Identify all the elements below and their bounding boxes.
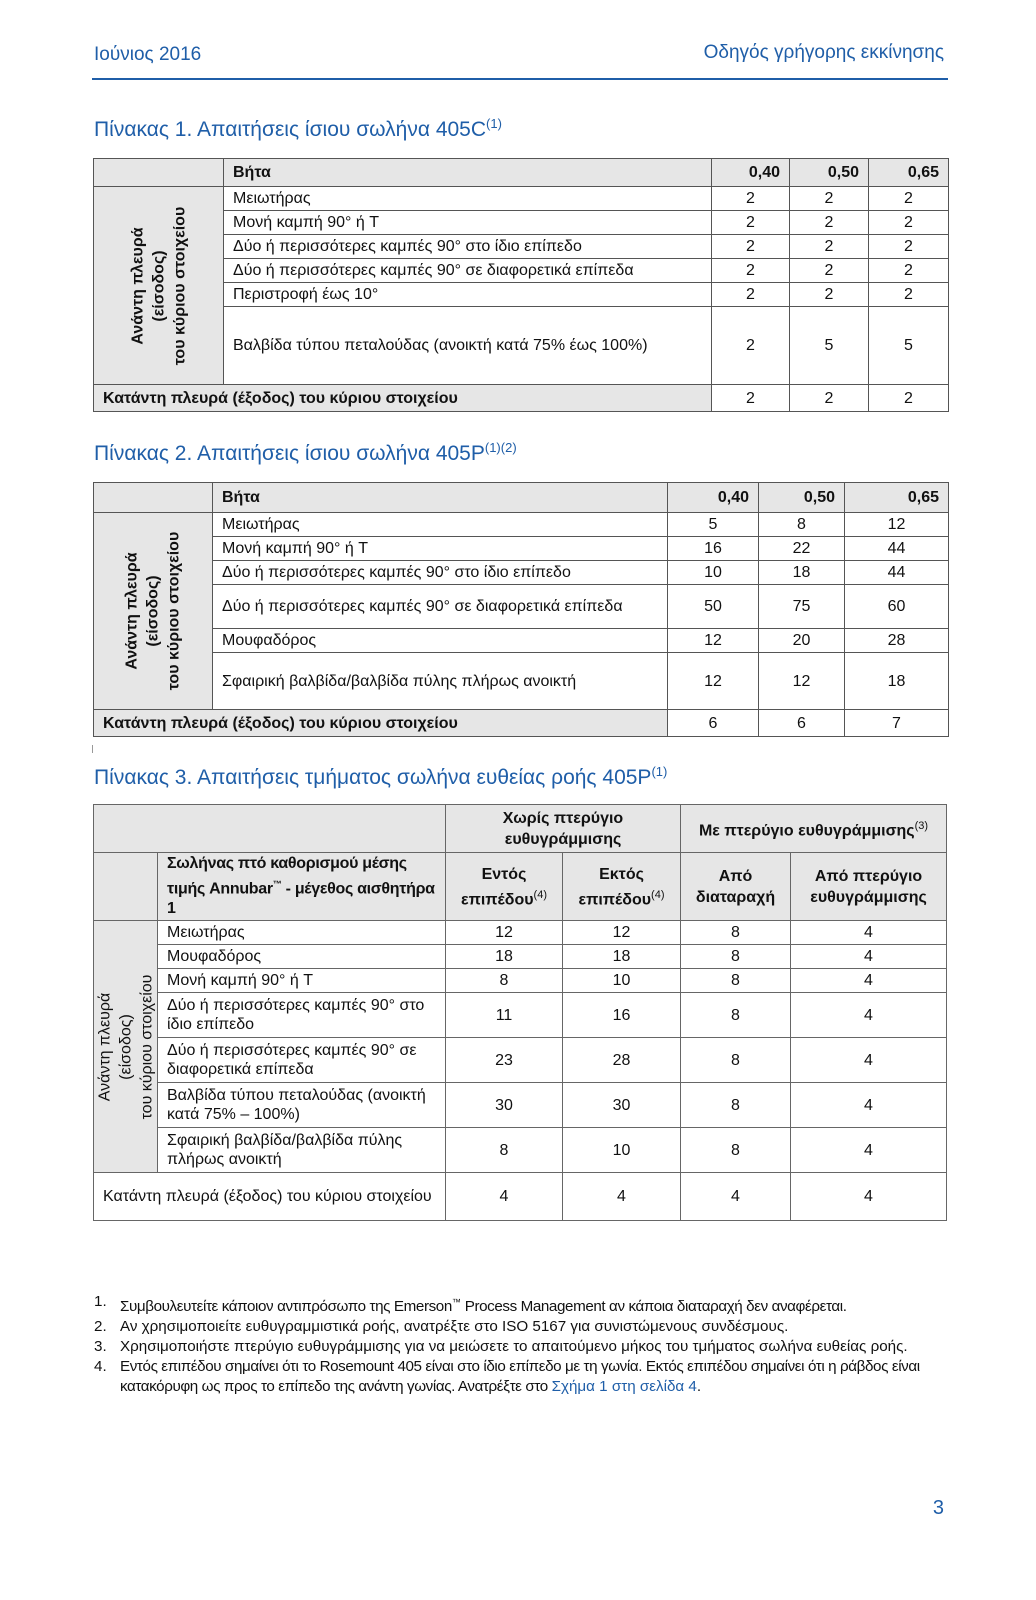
footnote: 4. Εντός επιπέδου σημαίνει ότι το Rosemount 405 είναι στο ίδιο επίπεδο με τη γωνία. Εκτός επιπέδου σημαίνει ότι η ράβδος είναι κατακόρυφη ως προς το επίπεδο της ανάντη γωνίας. Ανατρέξτε στο Σχήμα 1 στη σελίδα 4. [94, 1358, 920, 1396]
cell: 8 [681, 945, 791, 969]
table1-beta-value: 0,40 [712, 159, 790, 187]
table2-header-row [94, 483, 949, 513]
cell: 2 [790, 187, 869, 211]
cell: 12 [759, 653, 845, 710]
table3 [93, 804, 947, 1221]
cell: 44 [845, 561, 949, 585]
row-label: Δύο ή περισσότερες καμπές 90° στο ίδιο επίπεδο [213, 561, 668, 585]
cell: 23 [446, 1038, 563, 1083]
table-row [94, 945, 947, 969]
cell: 4 [446, 1173, 563, 1221]
cell: 12 [668, 629, 759, 653]
cell: 4 [563, 1173, 681, 1221]
table1-title: Πίνακας 1. Απαιτήσεις ίσιου σωλήνα $405C^{(1)}$ [94, 116, 502, 141]
table3-column-header-row [94, 853, 947, 921]
row-label: Σφαιρική βαλβίδα/βαλβίδα πύλης πλήρως ανοικτή [158, 1128, 446, 1173]
page-number: 3 [932, 1497, 944, 1519]
footnotes [94, 1292, 954, 1397]
cell: 60 [845, 585, 949, 629]
cell: 8 [681, 969, 791, 993]
cell: 8 [681, 1038, 791, 1083]
cell: 4 [791, 993, 947, 1038]
cell: 8 [759, 513, 845, 537]
row-label: Μειωτήρας [213, 513, 668, 537]
table-row [94, 561, 949, 585]
row-label: Δύο ή περισσότερες καμπές 90° στο ίδιο επίπεδο [224, 235, 712, 259]
row-label: Δύο ή περισσότερες καμπές 90° στο ίδιο επίπεδο [158, 993, 446, 1038]
cell: 6 [668, 710, 759, 737]
table-row [94, 187, 949, 211]
cell: 50 [668, 585, 759, 629]
cell: 18 [563, 945, 681, 969]
row-label: Σφαιρική βαλβίδα/βαλβίδα πύλης πλήρως ανοικτή [213, 653, 668, 710]
table-row [94, 993, 947, 1038]
cell: 44 [845, 537, 949, 561]
table-row [94, 1128, 947, 1173]
cell: 2 [869, 187, 949, 211]
table-row [94, 969, 947, 993]
cell: 8 [681, 993, 791, 1038]
cell: 2 [869, 235, 949, 259]
table2-beta-value: 0,40 [668, 483, 759, 513]
table-row [94, 1083, 947, 1128]
cell: 20 [759, 629, 845, 653]
table3-upstream-label: Ανάντη πλευρά (είσοδος) του κύριου στοιχείου [94, 921, 158, 1173]
table2-beta-label: Βήτα [213, 483, 668, 513]
cell: 16 [563, 993, 681, 1038]
table-row [94, 513, 949, 537]
cell: 2 [790, 259, 869, 283]
table1-downstream-row [94, 385, 949, 412]
table3-corner [94, 805, 446, 853]
cell: 8 [446, 1128, 563, 1173]
cell: 2 [712, 259, 790, 283]
cell: 18 [759, 561, 845, 585]
table2-title: Πίνακας 2. Απαιτήσεις ίσιου σωλήνα $405P^{(1)(2)}$ [94, 440, 517, 465]
table1-corner [94, 159, 224, 187]
cell: 11 [446, 993, 563, 1038]
cell: 5 [790, 307, 869, 385]
cell: 8 [681, 1083, 791, 1128]
row-label: Μονή καμπή 90° ή T [158, 969, 446, 993]
cell: 4 [791, 969, 947, 993]
cell: 2 [712, 283, 790, 307]
table1-beta-value: 0,50 [790, 159, 869, 187]
cell: 4 [791, 921, 947, 945]
header-date: Ιούνιος 2016 [94, 44, 202, 65]
cell: 28 [563, 1038, 681, 1083]
row-label: Δύο ή περισσότερες καμπές 90° σε διαφορετικά επίπεδα [158, 1038, 446, 1083]
cell: 10 [563, 1128, 681, 1173]
cell: 2 [790, 235, 869, 259]
cell: 7 [845, 710, 949, 737]
cell: 4 [791, 1173, 947, 1221]
cell: 18 [446, 945, 563, 969]
table2-corner [94, 483, 213, 513]
stray-mark [92, 745, 93, 753]
cell: 4 [791, 945, 947, 969]
cell: 2 [790, 283, 869, 307]
row-label: Περιστροφή έως 10° [224, 283, 712, 307]
downstream-label: Κατάντη πλευρά (έξοδος) του κύριου στοιχείου [94, 385, 712, 412]
row-label: Μονή καμπή 90° ή T [213, 537, 668, 561]
row-label: Μειωτήρας [158, 921, 446, 945]
cell: 2 [712, 235, 790, 259]
table2-beta-value: 0,50 [759, 483, 845, 513]
cell: 22 [759, 537, 845, 561]
cell: 28 [845, 629, 949, 653]
row-label: Βαλβίδα τύπου πεταλούδας (ανοικτή κατά 75% – 100%) [158, 1083, 446, 1128]
row-label: Δύο ή περισσότερες καμπές 90° σε διαφορετικά επίπεδα [213, 585, 668, 629]
figure-1-link[interactable]: Σχήμα 1 στη σελίδα 4 [551, 1378, 697, 1396]
table-row [94, 629, 949, 653]
row-label: Βαλβίδα τύπου πεταλούδας (ανοικτή κατά 75% έως 100%) [224, 307, 712, 385]
table3-downstream-row [94, 1173, 947, 1221]
table-row [94, 1038, 947, 1083]
cell: 2 [790, 385, 869, 412]
table3-col-out-plane: Εκτός επιπέδου$^{(4)}$ [563, 853, 681, 921]
table1-beta-label: Βήτα [224, 159, 712, 187]
table3-corner-left [94, 853, 158, 921]
cell: 2 [790, 211, 869, 235]
cell: 30 [446, 1083, 563, 1128]
table3-size-label: Σωλήνας πτό καθορισμού μέσης τιμής Annubar™ - μέγεθος αισθητήρα 1 [158, 853, 446, 921]
downstream-label: Κατάντη πλευρά (έξοδος) του κύριου στοιχείου [94, 710, 668, 737]
table2-upstream-label: Ανάντη πλευρά (είσοδος) του κύριου στοιχείου [94, 513, 213, 710]
cell: 2 [712, 307, 790, 385]
footnote: 1. Συμβουλευτείτε κάποιον αντιπρόσωπο της Emerson™ Process Management αν κάποια διαταραχή δεν αναφέρεται. [94, 1293, 847, 1316]
row-label: Δύο ή περισσότερες καμπές 90° σε διαφορετικά επίπεδα [224, 259, 712, 283]
table2-beta-value: 0,65 [845, 483, 949, 513]
footnote: 3. Χρησιμοποιήστε πτερύγιο ευθυγράμμισης για να μειώσετε το απαιτούμενο μήκος του τμήματος σωλήνα ευθείας ροής. [94, 1338, 908, 1356]
cell: 30 [563, 1083, 681, 1128]
header-doc-title: Οδηγός γρήγορης εκκίνησης [703, 42, 944, 63]
cell: 2 [712, 211, 790, 235]
cell: 2 [712, 385, 790, 412]
cell: 10 [668, 561, 759, 585]
cell: 5 [668, 513, 759, 537]
table3-group-no-vane: Χωρίς πτερύγιο ευθυγράμμισης [446, 805, 681, 853]
table3-col-from-disturbance: Από διαταραχή [681, 853, 791, 921]
cell: 4 [681, 1173, 791, 1221]
cell: 2 [712, 187, 790, 211]
table3-group-with-vane: Με πτερύγιο ευθυγράμμισης$^{(3)}$ [681, 805, 947, 853]
downstream-label: Κατάντη πλευρά (έξοδος) του κύριου στοιχείου [94, 1173, 446, 1221]
table2-downstream-row [94, 710, 949, 737]
table2 [93, 482, 949, 737]
cell: 8 [446, 969, 563, 993]
table1-beta-value: 0,65 [869, 159, 949, 187]
cell: 12 [668, 653, 759, 710]
table1-upstream-label: Ανάντη πλευρά (είσοδος) του κύριου στοιχείου [94, 187, 224, 385]
cell: 4 [791, 1083, 947, 1128]
table-row [94, 921, 947, 945]
cell: 8 [681, 1128, 791, 1173]
table3-group-header-row [94, 805, 947, 853]
cell: 5 [869, 307, 949, 385]
table-row [94, 537, 949, 561]
table-row [94, 585, 949, 629]
row-label: Μουφαδόρος [158, 945, 446, 969]
table-row [94, 653, 949, 710]
cell: 2 [869, 283, 949, 307]
cell: 2 [869, 385, 949, 412]
table3-col-from-vane: Από πτερύγιο ευθυγράμμισης [791, 853, 947, 921]
row-label: Μονή καμπή 90° ή T [224, 211, 712, 235]
cell: 12 [563, 921, 681, 945]
table3-title: Πίνακας 3. Απαιτήσεις τμήματος σωλήνα ευθείας ροής $405P^{(1)}$ [94, 764, 668, 789]
table3-col-in-plane: Εντός επιπέδου$^{(4)}$ [446, 853, 563, 921]
table1-header-row [94, 159, 949, 187]
cell: 2 [869, 259, 949, 283]
cell: 16 [668, 537, 759, 561]
cell: 12 [845, 513, 949, 537]
cell: 2 [869, 211, 949, 235]
cell: 8 [681, 921, 791, 945]
row-label: Μουφαδόρος [213, 629, 668, 653]
cell: 10 [563, 969, 681, 993]
cell: 12 [446, 921, 563, 945]
cell: 6 [759, 710, 845, 737]
cell: 4 [791, 1128, 947, 1173]
footnote: 2. Αν χρησιμοποιείτε ευθυγραμμιστικά ροής, ανατρέξτε στο ISO 5167 για συνιστώμενους συνδέσμους. [94, 1318, 789, 1336]
header-rule [92, 78, 948, 80]
cell: 75 [759, 585, 845, 629]
cell: 4 [791, 1038, 947, 1083]
row-label: Μειωτήρας [224, 187, 712, 211]
cell: 18 [845, 653, 949, 710]
table1 [93, 158, 949, 412]
